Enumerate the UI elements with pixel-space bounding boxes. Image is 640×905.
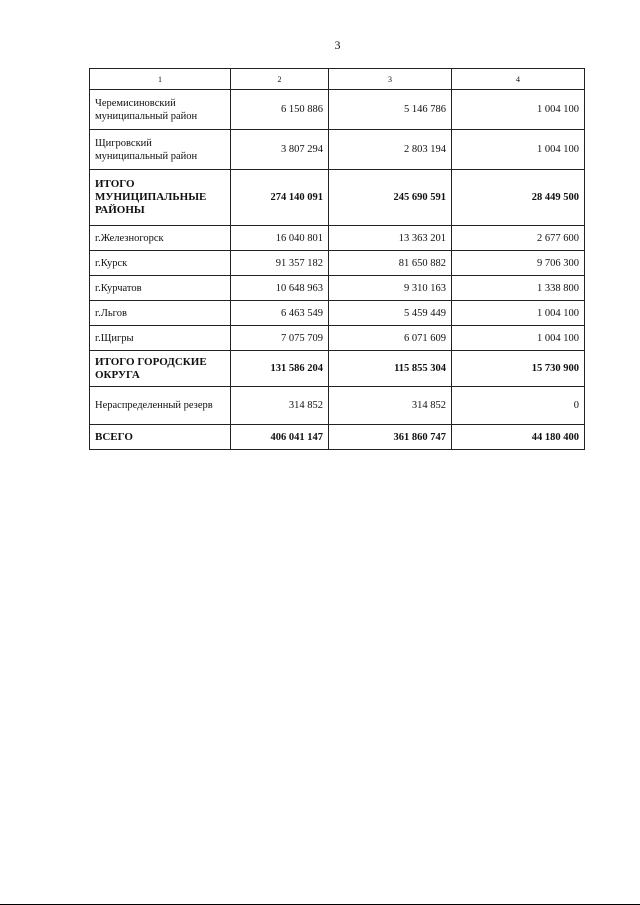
column-header: 3 xyxy=(329,69,452,90)
cell-col4: 1 004 100 xyxy=(452,130,585,170)
cell-col2: 3 807 294 xyxy=(231,130,329,170)
row-name: г.Железногорск xyxy=(90,226,231,251)
table-row-grand-total xyxy=(90,425,585,450)
cell-col3: 314 852 xyxy=(329,387,452,425)
table-row xyxy=(90,301,585,326)
cell-col4: 9 706 300 xyxy=(452,251,585,276)
row-name: г.Льгов xyxy=(90,301,231,326)
cell-col2: 274 140 091 xyxy=(231,170,329,226)
column-header: 4 xyxy=(452,69,585,90)
cell-col2: 131 586 204 xyxy=(231,351,329,387)
cell-col3: 2 803 194 xyxy=(329,130,452,170)
cell-col4: 1 338 800 xyxy=(452,276,585,301)
cell-col4: 28 449 500 xyxy=(452,170,585,226)
cell-col3: 5 459 449 xyxy=(329,301,452,326)
page-number: 3 xyxy=(334,38,341,52)
cell-col3: 245 690 591 xyxy=(329,170,452,226)
cell-col2: 7 075 709 xyxy=(231,326,329,351)
cell-col4: 1 004 100 xyxy=(452,301,585,326)
cell-col3: 81 650 882 xyxy=(329,251,452,276)
cell-col4: 1 004 100 xyxy=(452,326,585,351)
cell-col4: 0 xyxy=(452,387,585,425)
table-row xyxy=(90,130,585,170)
budget-table xyxy=(89,68,585,450)
row-name: Черемисиновский муниципальный район xyxy=(90,90,231,130)
row-name: ВСЕГО xyxy=(90,425,231,450)
row-name: г.Щигры xyxy=(90,326,231,351)
table-row xyxy=(90,387,585,425)
table-row xyxy=(90,276,585,301)
table-row-total xyxy=(90,170,585,226)
cell-col2: 314 852 xyxy=(231,387,329,425)
cell-col3: 5 146 786 xyxy=(329,90,452,130)
table-row xyxy=(90,226,585,251)
row-name: ИТОГО МУНИЦИПАЛЬНЫЕ РАЙОНЫ xyxy=(90,170,231,226)
cell-col4: 15 730 900 xyxy=(452,351,585,387)
table-row xyxy=(90,90,585,130)
row-name: Нераспределенный резерв xyxy=(90,387,231,425)
cell-col4: 2 677 600 xyxy=(452,226,585,251)
cell-col3: 9 310 163 xyxy=(329,276,452,301)
cell-col2: 16 040 801 xyxy=(231,226,329,251)
row-name: г.Курск xyxy=(90,251,231,276)
cell-col2: 6 150 886 xyxy=(231,90,329,130)
table-row xyxy=(90,251,585,276)
row-name: ИТОГО ГОРОДСКИЕ ОКРУГА xyxy=(90,351,231,387)
cell-col3: 13 363 201 xyxy=(329,226,452,251)
cell-col2: 406 041 147 xyxy=(231,425,329,450)
cell-col3: 6 071 609 xyxy=(329,326,452,351)
cell-col4: 1 004 100 xyxy=(452,90,585,130)
column-header: 1 xyxy=(90,69,231,90)
table-row-total xyxy=(90,351,585,387)
cell-col4: 44 180 400 xyxy=(452,425,585,450)
table-header-row xyxy=(90,69,585,90)
table-row xyxy=(90,326,585,351)
cell-col2: 6 463 549 xyxy=(231,301,329,326)
row-name: Щигровский муниципальный район xyxy=(90,130,231,170)
cell-col3: 361 860 747 xyxy=(329,425,452,450)
cell-col3: 115 855 304 xyxy=(329,351,452,387)
cell-col2: 10 648 963 xyxy=(231,276,329,301)
cell-col2: 91 357 182 xyxy=(231,251,329,276)
column-header: 2 xyxy=(231,69,329,90)
row-name: г.Курчатов xyxy=(90,276,231,301)
